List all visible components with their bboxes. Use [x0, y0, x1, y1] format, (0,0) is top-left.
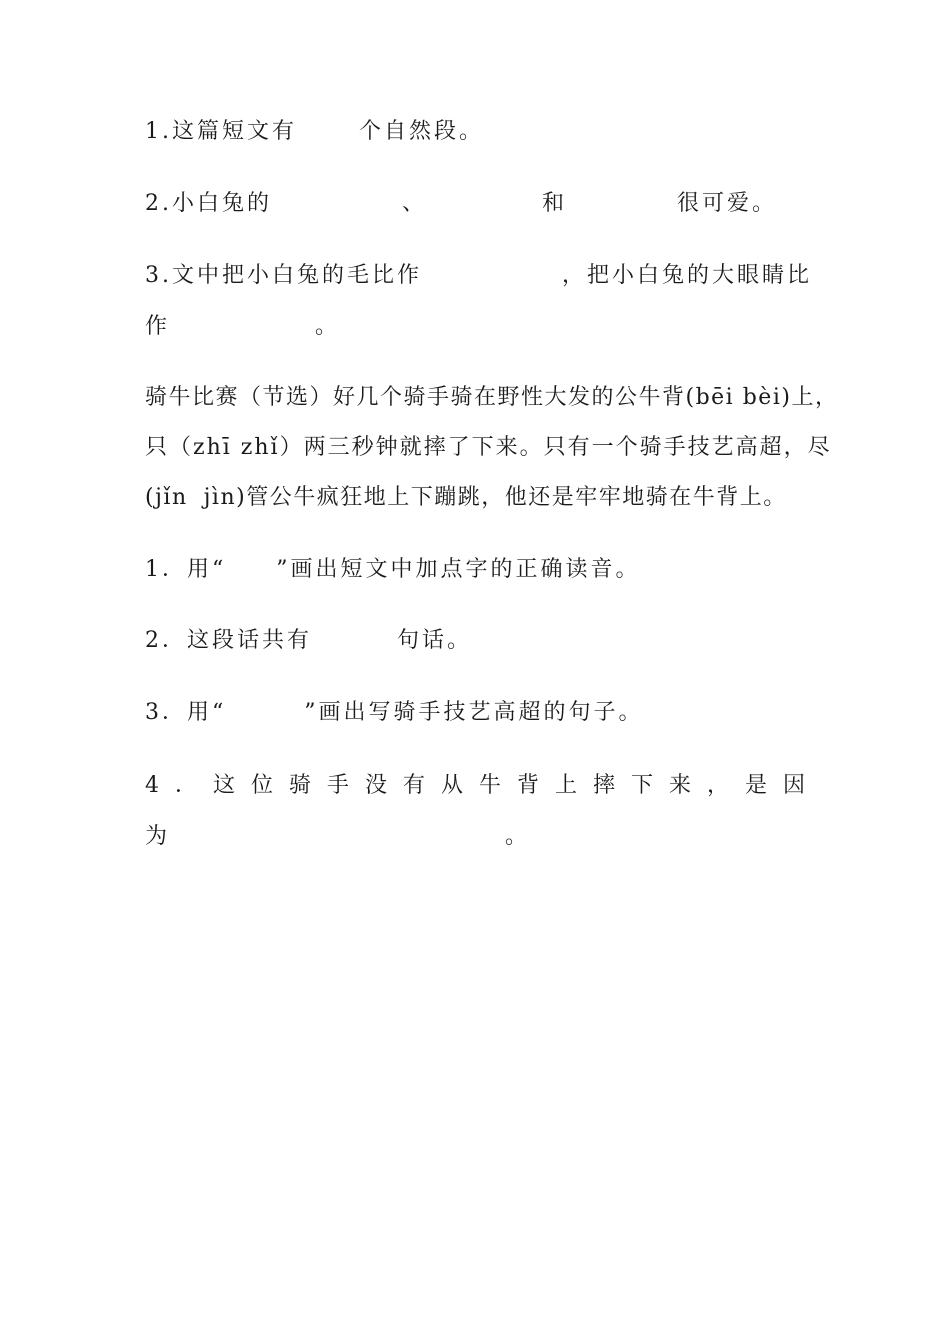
s2-q2-suffix: 句话。 — [397, 628, 473, 653]
q3-line2-prefix: 作 — [145, 314, 171, 339]
passage-line-3-text: jìn)管公牛疯狂地上下蹦跳，他还是牢牢地骑在牛背上。 — [203, 485, 787, 510]
passage-line-2: 只（zhī zhǐ）两三秒钟就摔了下来。只有一个骑手技艺高超，尽 — [145, 435, 832, 460]
s2-q4-char: 从 — [440, 773, 463, 798]
question-2-rabbit-features — [145, 193, 777, 215]
s2-q4-char: ， — [706, 773, 729, 798]
s2-q4-char: 是 — [744, 773, 767, 798]
question-3-line-1 — [145, 265, 812, 287]
q3-line1-suffix: ，把小白兔的大眼睛比 — [562, 263, 813, 288]
question-3-line-2 — [145, 316, 340, 338]
s2-q3-prefix: 3．用“ — [145, 700, 227, 725]
question-2-2-sentence-count — [145, 630, 472, 652]
s2-q4-char: ． — [174, 773, 197, 798]
q2-prefix: 2.小白兔的 — [145, 191, 272, 216]
s2-q4-char: 上 — [554, 773, 577, 798]
s2-q1-prefix: 1．用“ — [145, 557, 227, 582]
s2-q4-char: 手 — [326, 773, 349, 798]
s2-q4-char: 因 — [782, 773, 805, 798]
s2-q4-line2-prefix: 为 — [145, 824, 168, 849]
question-2-3-underline-sentence — [145, 702, 644, 724]
s2-q4-char: 没 — [364, 773, 387, 798]
question-1-paragraph-count — [145, 121, 484, 143]
s2-q3-suffix: ”画出写骑手技艺高超的句子。 — [304, 700, 644, 725]
q2-suffix: 很可爱。 — [677, 191, 778, 216]
q1-prefix: 1.这篇短文有 — [145, 119, 297, 144]
passage-line-3-pinyin: (jǐn — [145, 485, 188, 510]
s2-q4-char: 有 — [402, 773, 425, 798]
s2-q4-char: 下 — [630, 773, 653, 798]
s2-q4-char: 背 — [516, 773, 539, 798]
question-2-4-line-1 — [145, 775, 805, 797]
s2-q4-line2-suffix: 。 — [505, 824, 528, 849]
s2-q4-char: 来 — [668, 773, 691, 798]
s2-q1-suffix: ”画出短文中加点字的正确读音。 — [276, 557, 641, 582]
s2-q4-char: 牛 — [478, 773, 501, 798]
s2-q4-char: 这 — [212, 773, 235, 798]
s2-q4-char: 摔 — [592, 773, 615, 798]
q2-sep1: 、 — [402, 191, 428, 216]
q3-line2-suffix: 。 — [315, 314, 341, 339]
passage-line-1: 骑牛比赛（节选）好几个骑手骑在野性大发的公牛背(bēi bèi)上， — [145, 385, 839, 410]
q3-line1-prefix: 3.文中把小白兔的毛比作 — [145, 263, 422, 288]
q2-sep2: 和 — [542, 191, 568, 216]
question-2-4-line-2 — [145, 826, 527, 848]
passage-line-3 — [145, 487, 787, 509]
s2-q4-char: 4 — [145, 773, 159, 798]
s2-q2-prefix: 2．这段话共有 — [145, 628, 312, 653]
q1-suffix: 个自然段。 — [359, 119, 485, 144]
s2-q4-char: 位 — [250, 773, 273, 798]
question-2-1-underline-pinyin — [145, 559, 641, 581]
s2-q4-char: 骑 — [288, 773, 311, 798]
